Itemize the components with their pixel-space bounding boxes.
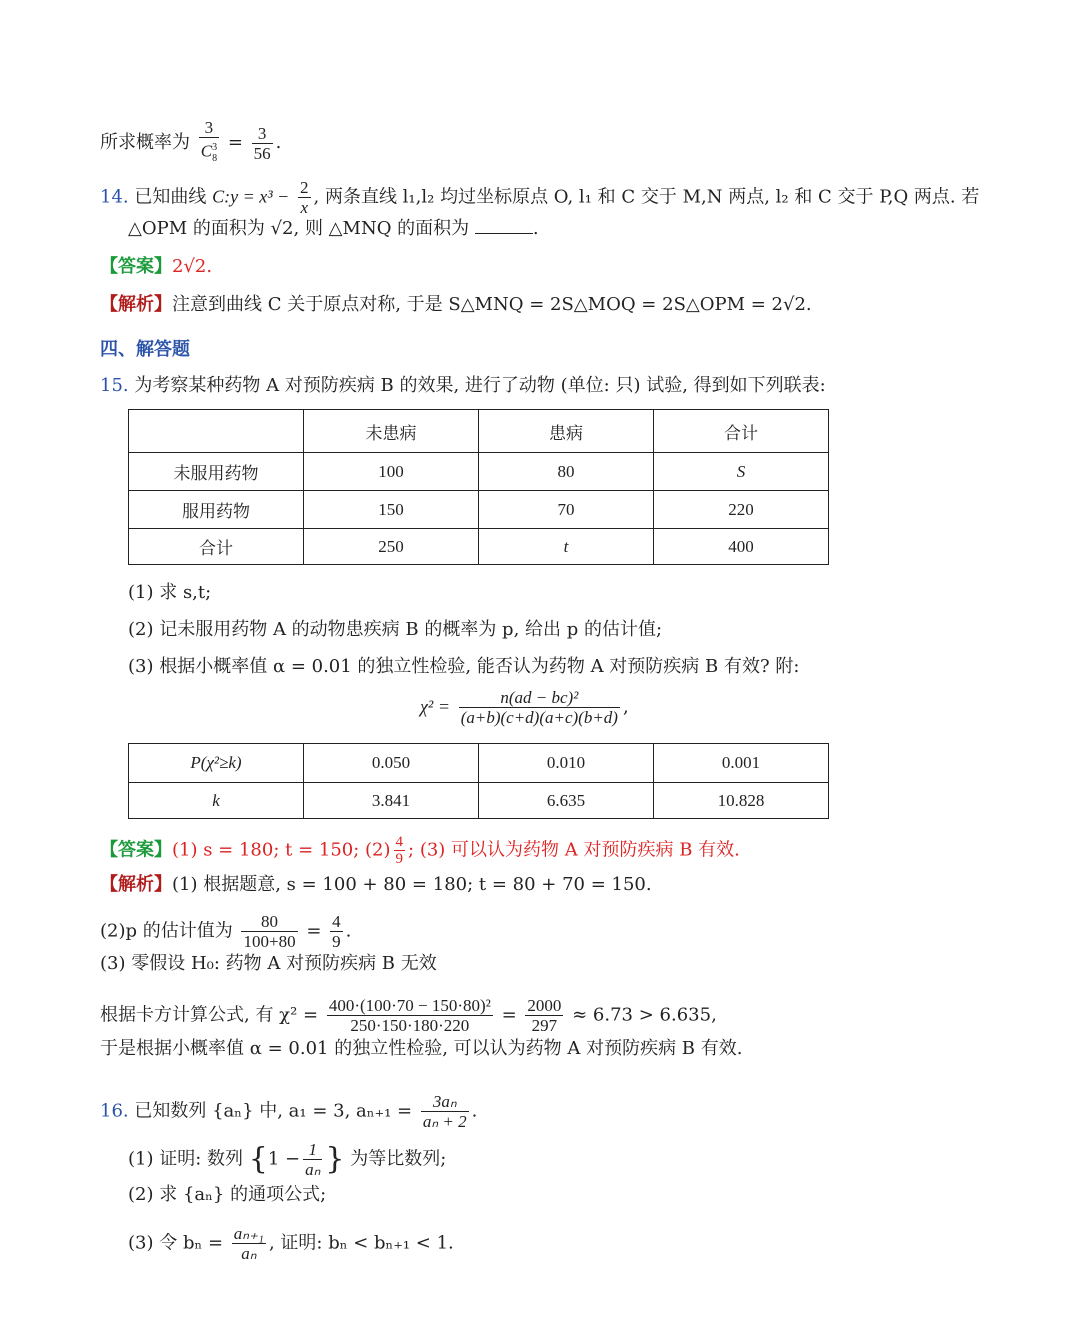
text: (2)p 的估计值为 [100, 920, 233, 942]
question-15-analysis-1 [100, 873, 652, 897]
binom-sup: 3 [212, 142, 218, 153]
fraction [421, 1092, 469, 1131]
probability-line [100, 118, 281, 168]
text: 已知曲线 [134, 186, 207, 208]
table-row [129, 453, 829, 491]
text: ≈ 6.73 > 6.635, [572, 1004, 717, 1026]
question-14-answer [100, 255, 212, 279]
numerator: 400·(100·70 − 150·80)² [328, 996, 491, 1015]
denominator: 9 [332, 932, 341, 951]
table-cell: t [479, 529, 654, 565]
table-cell: 3.841 [304, 783, 479, 819]
table-row [129, 783, 829, 819]
text: , 证明: bₙ < bₙ₊₁ < 1. [268, 1232, 454, 1254]
denominator: 250·150·180·220 [350, 1016, 470, 1035]
numerator: 1 [303, 1140, 322, 1160]
fraction [199, 118, 219, 168]
critical-value-table [128, 743, 829, 819]
table-cell: 0.010 [479, 744, 654, 783]
text: (3) 令 bₙ = [128, 1232, 224, 1254]
fraction [525, 996, 563, 1035]
question-number: 14. [100, 186, 129, 208]
denominator: aₙ + 2 [422, 1112, 467, 1131]
question-15-part1: (1) 求 s,t; [128, 582, 212, 603]
question-15-analysis-4 [100, 996, 717, 1035]
denominator: 100+80 [243, 932, 296, 951]
table-cell: 0.050 [304, 744, 479, 783]
denominator: 297 [531, 1016, 558, 1035]
analysis-label: 【解析】 [100, 294, 172, 315]
answer-text: 2√2. [172, 256, 213, 277]
text: 所求概率为 [100, 132, 190, 154]
question-15-analysis-2 [100, 912, 351, 951]
table-cell: 合计 [654, 410, 829, 453]
table-cell: 合计 [129, 529, 304, 565]
table-cell: 患病 [479, 410, 654, 453]
binom-sub: 8 [212, 153, 218, 165]
table-cell: P(χ²≥k) [129, 744, 304, 783]
comma: , [622, 696, 629, 718]
left-brace: { [248, 1141, 268, 1177]
fraction [327, 996, 493, 1035]
fraction [459, 688, 620, 727]
fraction [298, 178, 311, 217]
numerator: 3 [199, 118, 219, 138]
answer-label: 【答案】 [100, 256, 172, 277]
period: . [471, 1100, 478, 1122]
denominator: 56 [253, 143, 271, 163]
section-heading: 四、解答题 [100, 339, 190, 360]
question-16-part2: (2) 求 {aₙ} 的通项公式; [128, 1184, 327, 1205]
equals: = [227, 132, 243, 154]
numerator: 3aₙ [421, 1092, 469, 1112]
table-cell: 100 [304, 453, 479, 491]
text: 根据卡方计算公式, 有 χ² = [100, 1004, 319, 1026]
question-15-line [100, 374, 826, 398]
fraction [394, 834, 406, 867]
chi-lhs: χ² = [420, 696, 450, 717]
question-16-part3 [128, 1224, 454, 1263]
table-header-row [129, 744, 829, 783]
answer-label: 【答案】 [100, 839, 172, 861]
table-cell: S [654, 453, 829, 491]
denominator: x [300, 198, 309, 217]
analysis-text: (1) 根据题意, s = 100 + 80 = 180; t = 80 + 70 = 150. [172, 874, 652, 895]
fraction [330, 912, 343, 951]
question-14-line1 [100, 178, 979, 217]
denominator [199, 138, 219, 168]
table-cell [129, 410, 304, 453]
table-cell: 80 [479, 453, 654, 491]
fraction [303, 1140, 322, 1179]
question-15-part3: (3) 根据小概率值 α = 0.01 的独立性检验, 能否认为药物 A 对预防疾病 B 有效? 附: [128, 656, 800, 677]
text: , 两条直线 l₁,l₂ 均过坐标原点 O, l₁ 和 C 交于 M,N 两点, l₂ 和 C 交于 P,Q 两点. 若 [313, 186, 980, 208]
denominator: aₙ [305, 1160, 321, 1179]
numerator: 80 [241, 912, 297, 932]
text: 1 − [267, 1148, 301, 1170]
table-cell: 150 [304, 491, 479, 529]
binom-c: C [200, 141, 213, 161]
numerator: 2000 [527, 996, 562, 1015]
question-14-analysis [100, 293, 812, 317]
table-cell: k [129, 783, 304, 819]
fraction [252, 124, 273, 163]
contingency-table [128, 409, 829, 565]
text: △OPM 的面积为 √2, 则 △MNQ 的面积为 [128, 218, 470, 239]
table-cell: 220 [654, 491, 829, 529]
table-cell: 250 [304, 529, 479, 565]
denominator: (a+b)(c+d)(a+c)(b+d) [460, 708, 618, 727]
text: 为考察某种药物 A 对预防疾病 B 的效果, 进行了动物 (单位: 只) 试验, 得到如下列联表: [134, 375, 826, 396]
table-cell: 10.828 [654, 783, 829, 819]
fraction [241, 912, 297, 951]
numerator: n(ad − bc)² [459, 688, 620, 708]
table-cell: 0.001 [654, 744, 829, 783]
curve-formula: C:y = x³ − [212, 186, 290, 207]
chi-square-formula [420, 688, 629, 727]
answer-text: (1) s = 180; t = 150; (2) [172, 839, 391, 861]
question-15-analysis-5: 于是根据小概率值 α = 0.01 的独立性检验, 可以认为药物 A 对预防疾病 B 有效. [100, 1038, 743, 1059]
numerator: 4 [395, 834, 404, 850]
table-cell: 70 [479, 491, 654, 529]
question-number: 16. [100, 1100, 129, 1122]
numerator: aₙ₊₁ [233, 1224, 264, 1243]
numerator: 3 [252, 124, 273, 144]
text: (1) 证明: 数列 [128, 1148, 244, 1170]
question-14-line2 [128, 217, 539, 241]
table-header-row [129, 410, 829, 453]
analysis-text: 注意到曲线 C 关于原点对称, 于是 S△MNQ = 2S△MOQ = 2S△OPM = 2√2. [172, 294, 812, 315]
numerator: 2 [300, 178, 309, 197]
table-cell: 未患病 [304, 410, 479, 453]
numerator: 4 [332, 912, 341, 931]
question-15-answer [100, 834, 740, 867]
equals: = [306, 920, 322, 942]
denominator: aₙ [241, 1244, 257, 1263]
question-15-analysis-3: (3) 零假设 H₀: 药物 A 对预防疾病 B 无效 [100, 953, 437, 974]
table-cell: 未服用药物 [129, 453, 304, 491]
answer-text: ; (3) 可以认为药物 A 对预防疾病 B 有效. [408, 839, 740, 861]
question-15-part2: (2) 记未服用药物 A 的动物患疾病 B 的概率为 p, 给出 p 的估计值; [128, 619, 663, 640]
text: 为等比数列; [350, 1148, 447, 1170]
right-brace: } [325, 1141, 345, 1177]
period: . [275, 132, 282, 154]
table-row [129, 529, 829, 565]
period: . [532, 218, 539, 239]
fraction [232, 1224, 266, 1263]
text: 已知数列 {aₙ} 中, a₁ = 3, aₙ₊₁ = [134, 1100, 413, 1122]
table-row [129, 491, 829, 529]
question-16-part1 [128, 1140, 446, 1179]
table-cell: 6.635 [479, 783, 654, 819]
question-16-line [100, 1092, 477, 1131]
table-cell: 服用药物 [129, 491, 304, 529]
period: . [345, 920, 352, 942]
question-number: 15. [100, 375, 129, 396]
denominator: 9 [395, 851, 404, 867]
analysis-label: 【解析】 [100, 874, 172, 895]
equals: = [501, 1004, 517, 1026]
table-cell: 400 [654, 529, 829, 565]
answer-blank [475, 217, 533, 234]
